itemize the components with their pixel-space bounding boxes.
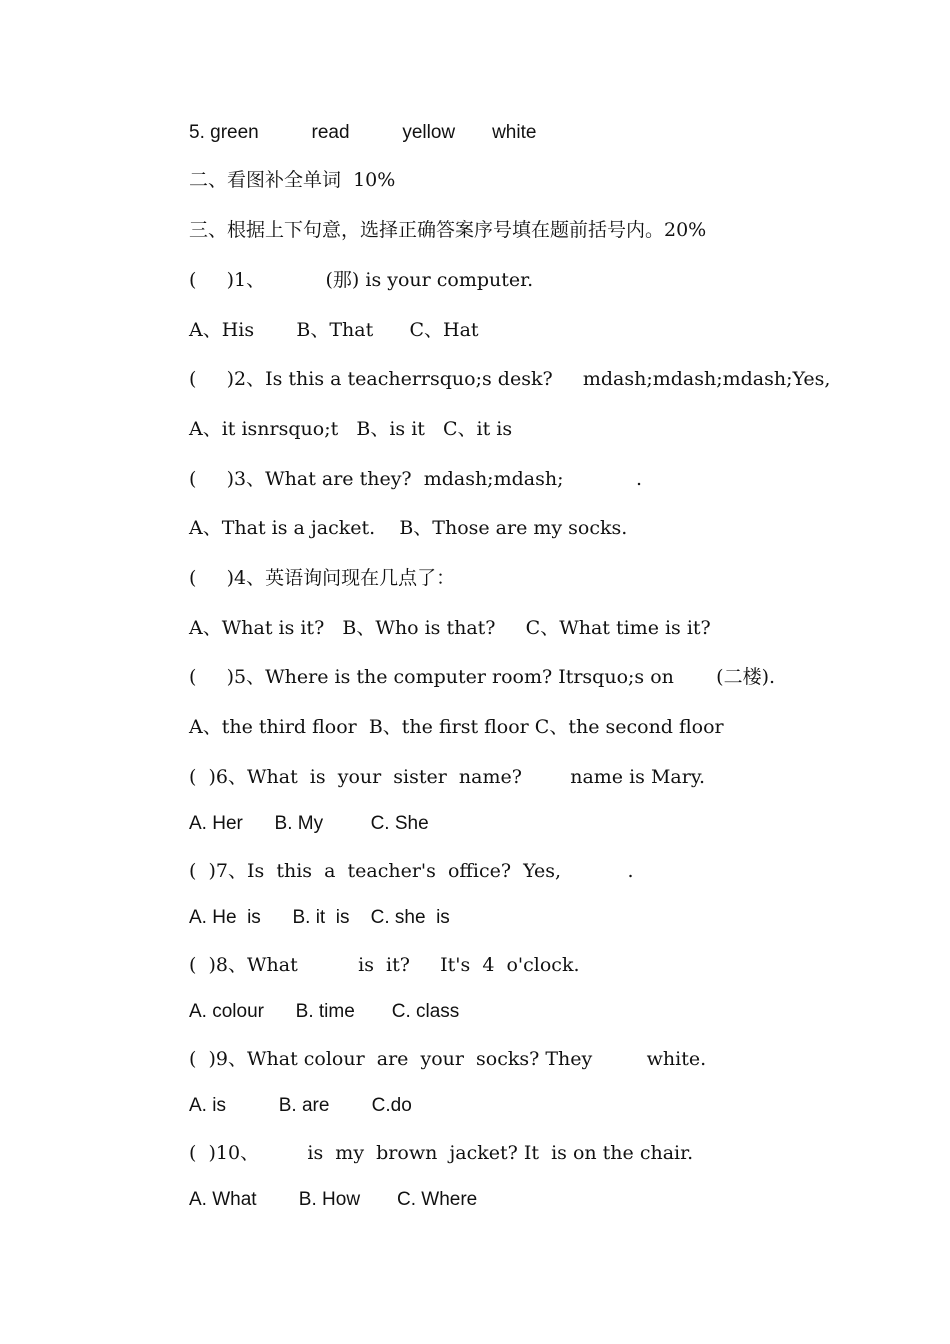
question-10: ( )10、 is my brown jacket? It is on the chair. (189, 1142, 694, 1164)
question-8-options: A. colour B. time C. class (189, 1001, 460, 1022)
question-4: ( )4、英语询问现在几点了： (189, 567, 456, 589)
section-3-heading: 三、根据上下句意，选择正确答案序号填在题前括号内。20% (189, 219, 707, 241)
question-5: ( )5、Where is the computer room? Itrsquo;s on (二楼). (189, 666, 776, 688)
question-6-options: A. Her B. My C. She (189, 813, 429, 834)
question-9-options: A. is B. are C.do (189, 1095, 412, 1116)
question-5-options: A、the third floor B、the first floor C、the second floor (189, 716, 724, 738)
question-2: ( )2、Is this a teacherrsquo;s desk? mdash;mdash;mdash;Yes, (189, 368, 831, 390)
question-2-options: A、it isnrsquo;t B、is it C、it is (189, 418, 513, 440)
question-4-options: A、What is it? B、Who is that? C、What time is it? (189, 617, 711, 639)
question-3: ( )3、What are they? mdash;mdash; . (189, 468, 642, 490)
question-6: ( )6、What is your sister name? name is Mary. (189, 766, 706, 788)
question-7-options: A. He is B. it is C. she is (189, 907, 450, 928)
question-3-options: A、That is a jacket. B、Those are my socks. (189, 517, 628, 539)
q5-words-line: 5. green read yellow white (189, 122, 537, 143)
question-9: ( )9、What colour are your socks? They white. (189, 1048, 707, 1070)
question-10-options: A. What B. How C. Where (189, 1189, 478, 1210)
question-7: ( )7、Is this a teacher's office? Yes, . (189, 860, 634, 882)
section-2-heading: 二、看图补全单词 10% (189, 169, 396, 191)
question-8: ( )8、What is it? It's 4 o'clock. (189, 954, 580, 976)
question-1: ( )1、 (那) is your computer. (189, 269, 534, 291)
question-1-options: A、His B、That C、Hat (189, 319, 479, 341)
